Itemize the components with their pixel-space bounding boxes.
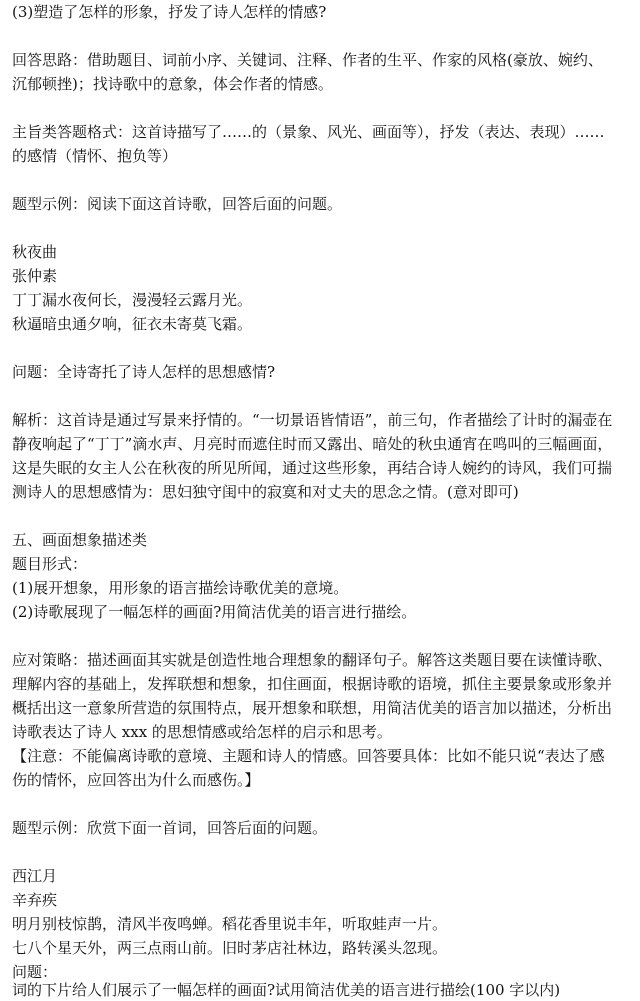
analysis-line-1: 解析：这首诗是通过写景来抒情的。“一切景语皆情语”，前三句，作者描绘了计时的漏壶在 [12,411,613,429]
section-5-heading: 五、画面想象描述类 [12,531,148,549]
answer-approach-line-1: 回答思路：借助题目、词前小序、关键词、注释、作者的生平、作家的风格(豪放、婉约、 [12,51,603,69]
poem-2-line-2: 七八个星天外，两三点雨山前。旧时茅店社林边，路转溪头忽现。 [12,939,448,957]
poem-2-author: 辛弃疾 [12,891,58,909]
question-2-text: 词的下片给人们展示了一幅怎样的画面?试用简洁优美的语言进行描绘(100 字以内) [12,981,561,999]
question-form-2: (2)诗歌展现了一幅怎样的画面?用简洁优美的语言进行描绘。 [12,603,417,621]
question-form-1: (1)展开想象，用形象的语言描绘诗歌优美的意境。 [12,579,349,597]
strategy-line-2: 理解内容的基础上，发挥联想和想象，扣住画面，根据诗歌的语境，抓住主要景象或形象并 [12,675,613,693]
poem-1-line-1: 丁丁漏水夜何长，漫漫轻云露月光。 [12,291,253,309]
strategy-line-3: 概括出这一意象所营造的氛围特点，展开想象和联想，用简洁优美的语言加以描述，分析出 [12,699,613,717]
note-line-2: 伤的情怀，应回答出为什么而感伤。】 [12,771,260,789]
example-intro-2: 题型示例：欣赏下面一首词，回答后面的问题。 [12,819,328,837]
question-1: 问题：全诗寄托了诗人怎样的思想感情? [12,363,276,381]
analysis-line-3: 这是失眠的女主人公在秋夜的所见所闻，通过这些形象，再结合诗人婉约的诗风，我们可揣 [12,459,613,477]
answer-approach-line-2: 沉郁顿挫)；找诗歌中的意象，体会作者的情感。 [12,75,333,93]
theme-format-line-2: 的感情（情怀、抱负等） [12,147,178,165]
example-intro-1: 题型示例：阅读下面这首诗歌，回答后面的问题。 [12,195,343,213]
question-2-label: 问题： [12,963,58,981]
analysis-line-2: 静夜响起了“丁丁”滴水声、月亮时而遮住时而又露出、暗处的秋虫通宵在鸣叫的三幅画面， [12,435,613,453]
strategy-line-1: 应对策略：描述画面其实就是创造性地合理想象的翻译句子。解答这类题目要在读懂诗歌、 [12,651,613,669]
poem-1-author: 张仲素 [12,267,58,285]
note-line-1: 【注意：不能偏离诗歌的意境、主题和诗人的情感。回答要具体：比如不能只说“表达了感 [12,747,605,765]
poem-2-line-1: 明月别枝惊鹊，清风半夜鸣蝉。稻花香里说丰年，听取蛙声一片。 [12,915,448,933]
poem-1-title: 秋夜曲 [12,243,58,261]
strategy-line-4: 诗歌表达了诗人 xxx 的思想情感或给怎样的启示和思考。 [12,723,392,741]
question-form-label: 题目形式： [12,555,88,573]
poem-1-line-2: 秋逼暗虫通夕响，征衣未寄莫飞霜。 [12,315,253,333]
question-3-line: (3)塑造了怎样的形象，抒发了诗人怎样的情感? [12,3,327,21]
poem-2-title: 西江月 [12,867,58,885]
theme-format-line-1: 主旨类答题格式：这首诗描写了……的（景象、风光、画面等），抒发（表达、表现）…… [12,123,605,141]
analysis-line-4: 测诗人的思想感情为：思妇独守闺中的寂寞和对丈夫的思念之情。(意对即可) [12,483,519,501]
